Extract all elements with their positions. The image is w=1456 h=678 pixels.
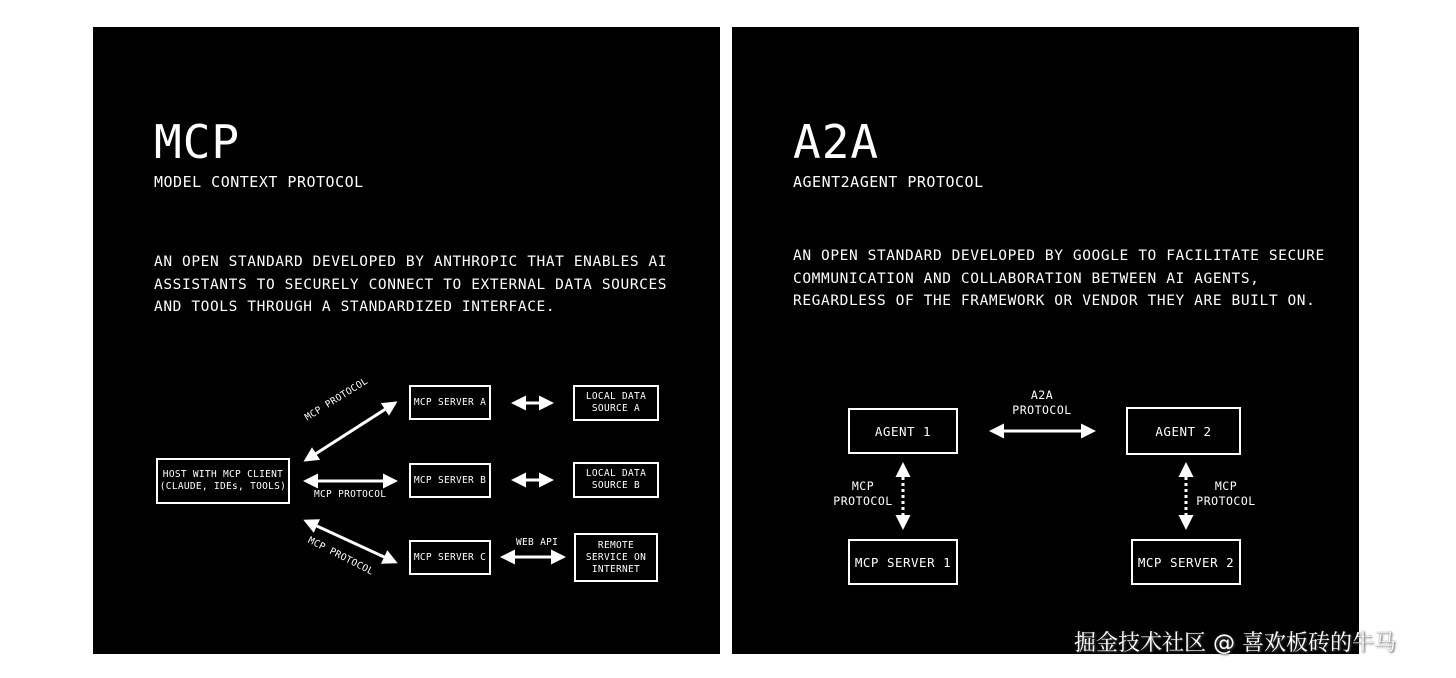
mcp-server-a-box: MCP SERVER A — [409, 385, 491, 420]
a2a-protocol-label: A2A PROTOCOL — [1012, 388, 1072, 417]
mcp-protocol-label-c: MCP PROTOCOL — [306, 535, 376, 578]
agent-2-box: AGENT 2 — [1126, 407, 1241, 455]
a2a-subtitle: AGENT2AGENT PROTOCOL — [793, 173, 984, 191]
web-api-label: WEB API — [516, 537, 559, 548]
mcp-server-b-box: MCP SERVER B — [409, 463, 491, 498]
mcp-protocol-label-right: MCP PROTOCOL — [1196, 479, 1256, 508]
mcp-protocol-label-a: MCP PROTOCOL — [303, 375, 371, 424]
a2a-arrows — [732, 27, 1359, 654]
a2a-panel — [732, 27, 1359, 654]
host-box: HOST WITH MCP CLIENT (CLAUDE, IDEs, TOOLS) — [156, 458, 290, 504]
agent-1-box: AGENT 1 — [848, 408, 958, 454]
local-data-source-b-box: LOCAL DATA SOURCE B — [573, 462, 659, 498]
watermark: 掘金技术社区 @ 喜欢板砖的牛马 — [1074, 631, 1396, 656]
mcp-description: AN OPEN STANDARD DEVELOPED BY ANTHROPIC THAT ENABLES AI ASSISTANTS TO SECURELY CONNECT TO EXTERNAL DATA SOURCES AND TOOLS THROUGH A STANDARDIZED INTERFACE. — [154, 254, 668, 315]
mcp-protocol-label-b: MCP PROTOCOL — [314, 489, 387, 500]
remote-service-box: REMOTE SERVICE ON INTERNET — [574, 533, 658, 582]
a2a-title: A2A — [793, 115, 880, 169]
mcp-panel — [93, 27, 720, 654]
mcp-protocol-label-left: MCP PROTOCOL — [833, 479, 893, 508]
mcp-title: MCP — [154, 115, 241, 169]
local-data-source-a-box: LOCAL DATA SOURCE A — [573, 385, 659, 421]
a2a-description: AN OPEN STANDARD DEVELOPED BY GOOGLE TO FACILITATE SECURE COMMUNICATION AND COLLABORATION BETWEEN AI AGENTS, REGARDLESS OF THE FRAMEWORK OR VENDOR THEY ARE BUILT ON. — [793, 248, 1325, 309]
mcp-server-2-box: MCP SERVER 2 — [1131, 539, 1241, 585]
mcp-server-1-box: MCP SERVER 1 — [848, 539, 958, 585]
mcp-server-c-box: MCP SERVER C — [409, 540, 491, 575]
mcp-subtitle: MODEL CONTEXT PROTOCOL — [154, 173, 364, 191]
